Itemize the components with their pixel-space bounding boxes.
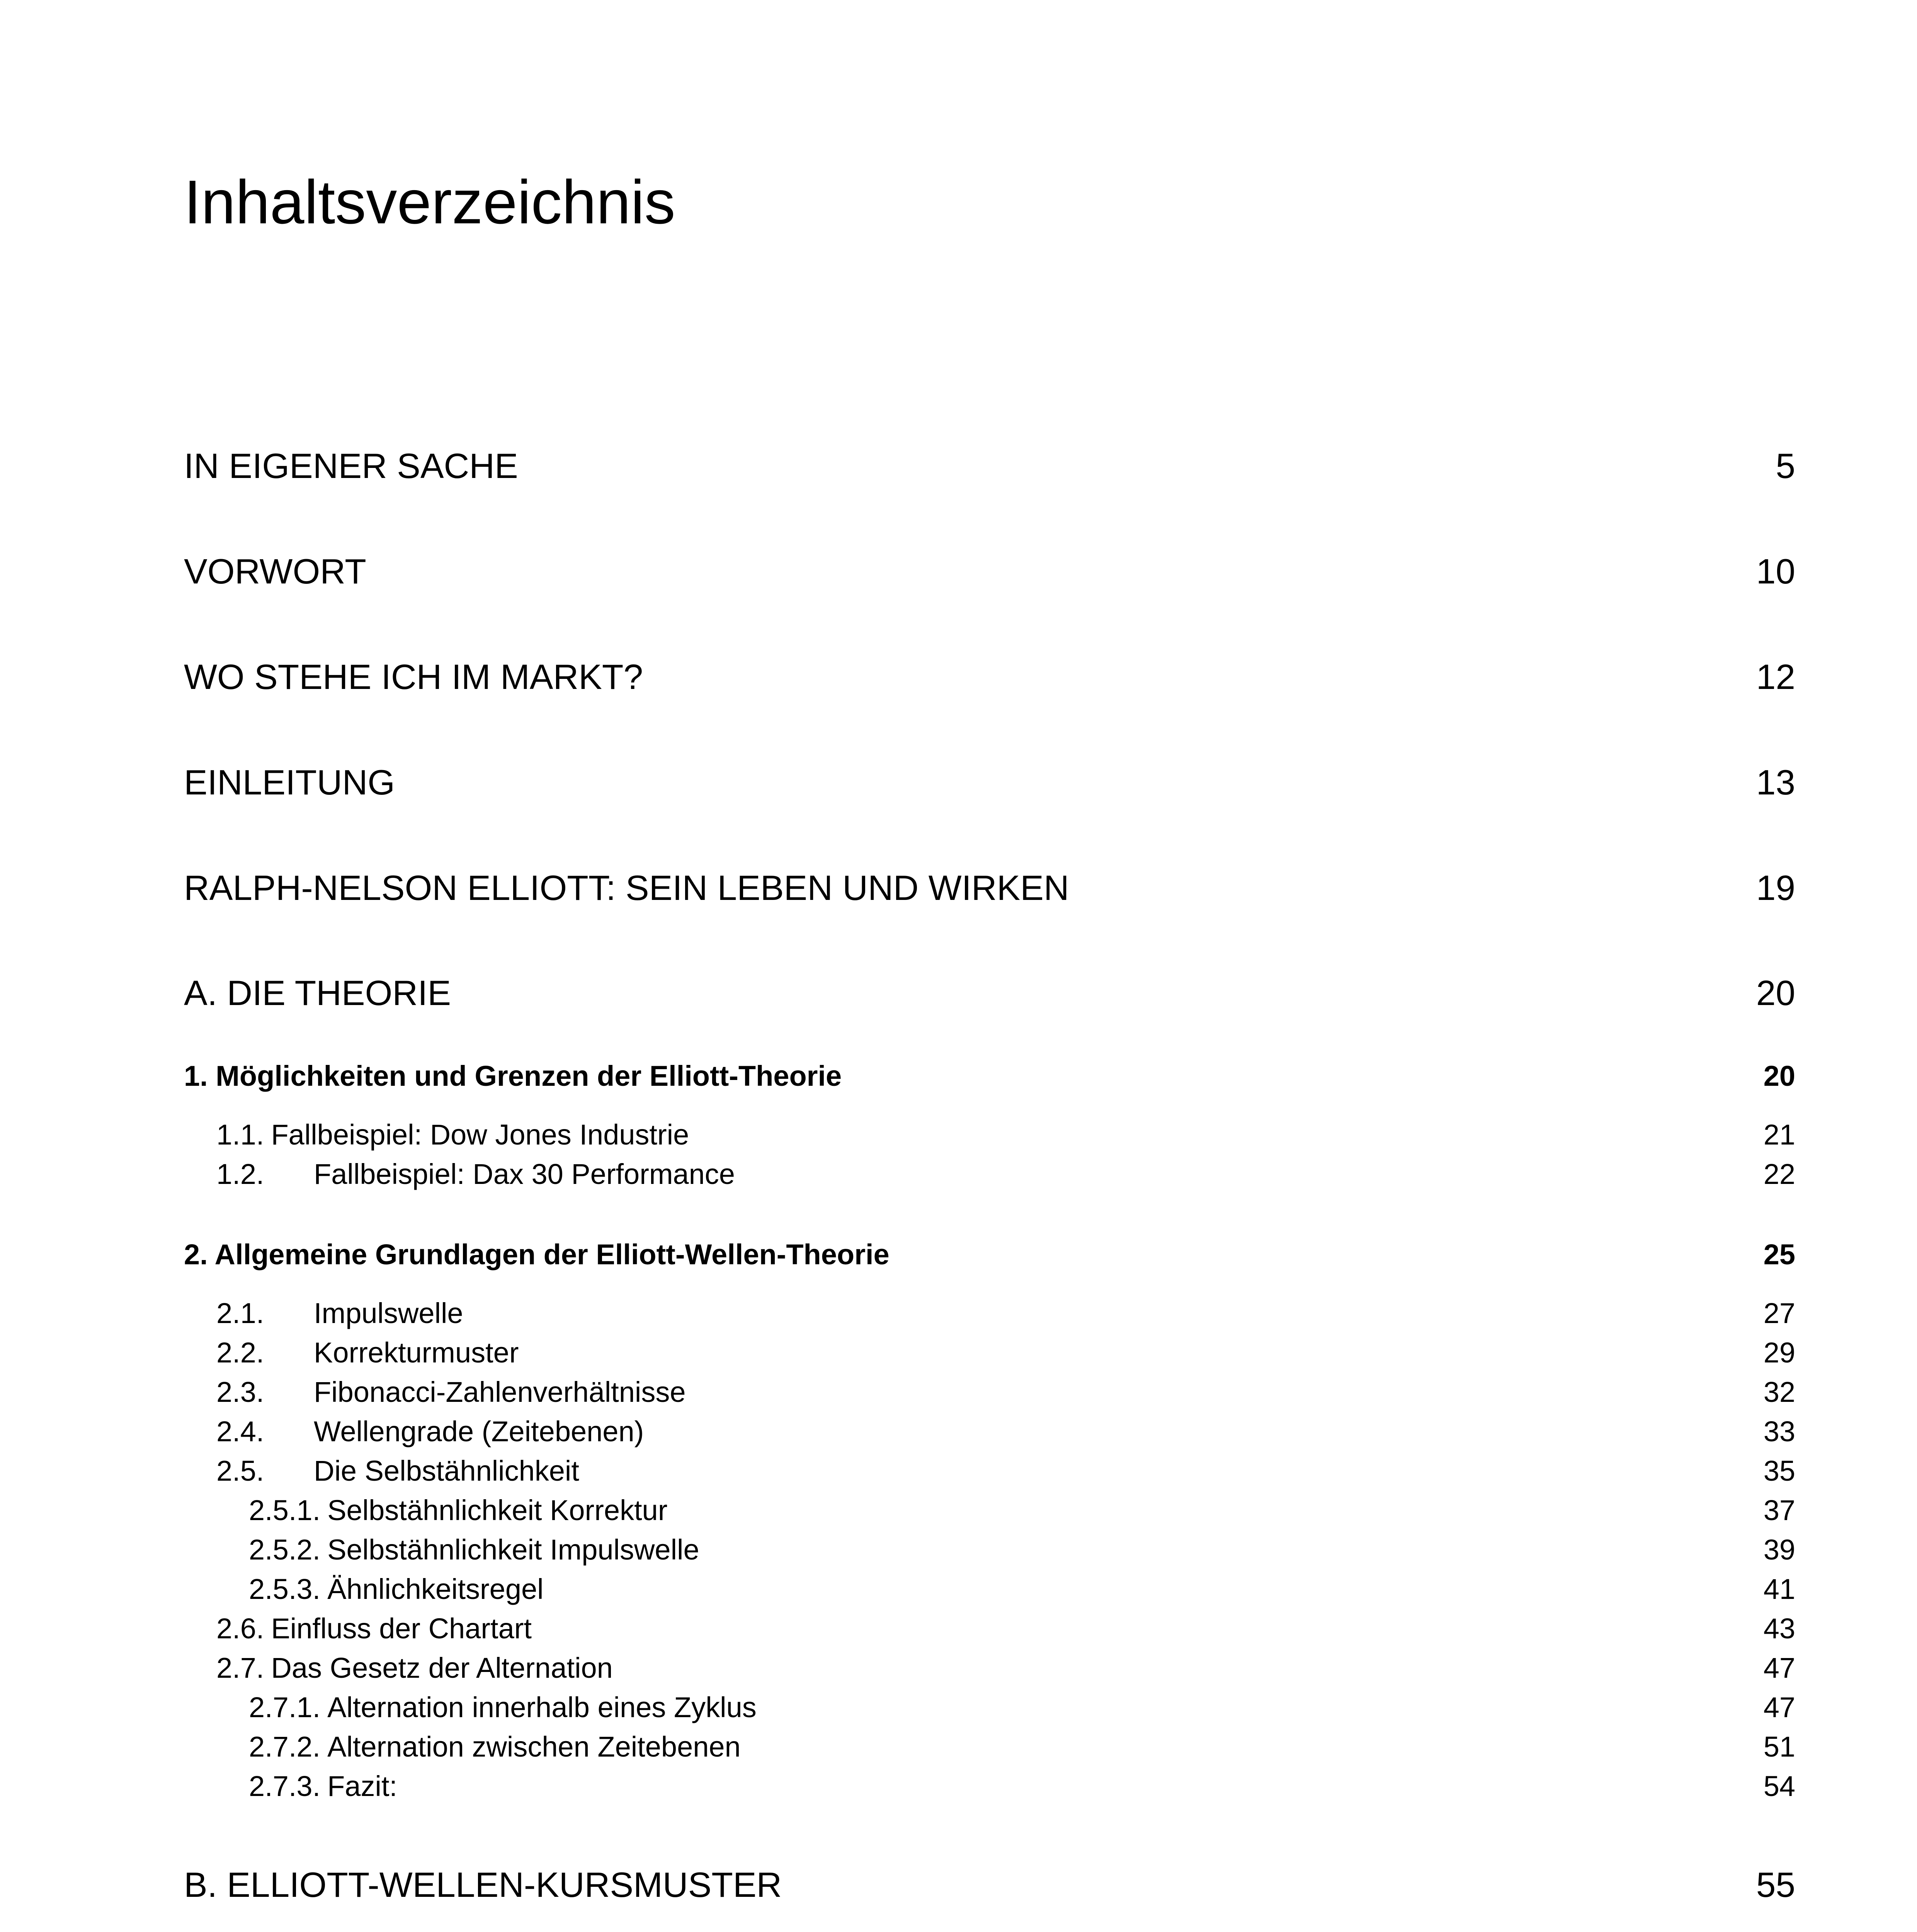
toc-entry-page: 21 [1763, 1119, 1795, 1151]
toc-entry-title [184, 972, 451, 1015]
toc-entry[interactable] [184, 1731, 1795, 1763]
toc-entry-number: 2.5.2. [249, 1534, 321, 1566]
toc-entry-label: Fallbeispiel: Dax 30 Performance [314, 1158, 735, 1190]
toc-entry-label: A. DIE THEORIE [184, 974, 451, 1013]
toc-entry-label: Die Selbstähnlichkeit [314, 1455, 579, 1487]
toc-entry-label: Alternation zwischen Zeitebenen [327, 1731, 741, 1763]
toc-entry-label: WO STEHE ICH IM MARKT? [184, 658, 643, 697]
toc-entry-label: B. ELLIOTT-WELLEN-KURSMUSTER [184, 1866, 782, 1905]
toc-entry-number: 2.5.1. [249, 1494, 321, 1526]
toc-entry-title [216, 1651, 613, 1685]
toc-entry-title [184, 762, 395, 804]
toc-entry-page: 22 [1763, 1158, 1795, 1190]
toc-entry-page: 47 [1763, 1652, 1795, 1684]
toc-entry-page: 19 [1756, 869, 1795, 908]
toc-entry-page: 35 [1763, 1455, 1795, 1487]
toc-entry-title [249, 1532, 699, 1567]
toc-entry-title [184, 1237, 890, 1272]
toc-entry-label: Das Gesetz der Alternation [271, 1652, 613, 1684]
toc-entry-number: 2.5.3. [249, 1573, 321, 1605]
toc-entry[interactable] [184, 1455, 1795, 1487]
toc-entry-title [216, 1454, 579, 1488]
toc-entry-title [184, 1059, 842, 1094]
toc-entry-label: Fallbeispiel: Dow Jones Industrie [271, 1119, 689, 1151]
toc-entry-title [249, 1769, 397, 1804]
toc-entry[interactable] [184, 1534, 1795, 1566]
toc-entry[interactable] [184, 1337, 1795, 1369]
toc-entry-title [216, 1335, 519, 1370]
toc-entry-page: 20 [1756, 974, 1795, 1013]
toc-entry-title [184, 445, 518, 488]
toc-entry-label: Selbstähnlichkeit Impulswelle [327, 1534, 699, 1566]
toc-entry-label: RALPH-NELSON ELLIOTT: SEIN LEBEN UND WIRKEN [184, 869, 1069, 908]
toc-entry-number: 2.2. [216, 1337, 264, 1369]
toc-entry-title [184, 656, 643, 699]
toc-entry-title [184, 867, 1069, 910]
toc-entry-page: 43 [1763, 1612, 1795, 1645]
toc-entry-number: 2.7. [216, 1652, 264, 1684]
toc-entry-page: 47 [1763, 1691, 1795, 1723]
toc-entry-label: Wellengrade (Zeitebenen) [314, 1415, 644, 1447]
toc-entry-label: 1. Möglichkeiten und Grenzen der Elliott-Theorie [184, 1060, 842, 1092]
toc-entry-label: Einfluss der Chartart [271, 1612, 532, 1645]
toc-entry-page: 25 [1763, 1238, 1795, 1270]
toc-entry-label: Fibonacci-Zahlenverhältnisse [314, 1376, 686, 1408]
toc-entry-number: 2.7.1. [249, 1691, 321, 1723]
toc-entry-title [216, 1157, 735, 1192]
toc-entry-label: IN EIGENER SACHE [184, 447, 518, 486]
toc-entry-page: 51 [1763, 1731, 1795, 1763]
toc-entry-number: 1.2. [216, 1158, 264, 1190]
toc-entry-page: 37 [1763, 1494, 1795, 1526]
toc-entry-number: 2.7.2. [249, 1731, 321, 1763]
toc-entry-number: 2.3. [216, 1376, 264, 1408]
toc-entry-number: 1.1. [216, 1119, 264, 1151]
toc-entry-number: 2.1. [216, 1297, 264, 1329]
toc-entry-page: 29 [1763, 1337, 1795, 1369]
toc-entry[interactable] [184, 974, 1795, 1013]
toc-entry-label: Korrekturmuster [314, 1337, 519, 1369]
toc-entry-title [249, 1493, 667, 1528]
toc-entry-label: EINLEITUNG [184, 763, 395, 802]
toc-entry-label: VORWORT [184, 552, 366, 591]
page-title: Inhaltsverzeichnis [184, 167, 675, 236]
toc-entry-page: 10 [1756, 552, 1795, 591]
toc-entry-number: 2.6. [216, 1612, 264, 1645]
toc-entry-page: 12 [1756, 658, 1795, 697]
toc-entry-number: 2.7.3. [249, 1770, 321, 1802]
toc-entry-page: 32 [1763, 1376, 1795, 1408]
toc-entry-label: Impulswelle [314, 1297, 463, 1329]
toc-entry-title [184, 551, 366, 593]
toc-entry-page: 55 [1756, 1866, 1795, 1905]
toc-entry-title [249, 1572, 544, 1607]
toc-entry-label: Fazit: [327, 1770, 398, 1802]
toc-entry-title [216, 1375, 685, 1410]
toc-entry-label: Alternation innerhalb eines Zyklus [327, 1691, 757, 1723]
toc-entry-number: 2.5. [216, 1455, 264, 1487]
toc-entry-label: Ähnlichkeitsregel [327, 1573, 544, 1605]
toc-entry-page: 33 [1763, 1415, 1795, 1447]
toc-entry-title [216, 1414, 644, 1449]
toc-entry[interactable] [184, 1119, 1795, 1151]
toc-entry-page: 13 [1756, 763, 1795, 802]
toc-entry[interactable] [184, 447, 1795, 486]
toc-entry-page: 27 [1763, 1297, 1795, 1329]
toc-entry-title [216, 1611, 532, 1646]
toc-entry-label: Selbstähnlichkeit Korrektur [327, 1494, 668, 1526]
toc-entry-title [216, 1117, 689, 1152]
toc-entry-page: 39 [1763, 1534, 1795, 1566]
toc-entry-number: 2.4. [216, 1415, 264, 1447]
toc-entry-title [216, 1296, 463, 1331]
toc-entry-title [249, 1690, 757, 1725]
toc-entry-page: 41 [1763, 1573, 1795, 1605]
toc-entry-page: 54 [1763, 1770, 1795, 1802]
toc-entry-title [184, 1864, 782, 1906]
toc-entry-page: 5 [1776, 447, 1795, 486]
toc-entry-title [249, 1730, 741, 1764]
toc-entry-page: 20 [1763, 1060, 1795, 1092]
toc-entry-label: 2. Allgemeine Grundlagen der Elliott-Wellen-Theorie [184, 1238, 890, 1270]
